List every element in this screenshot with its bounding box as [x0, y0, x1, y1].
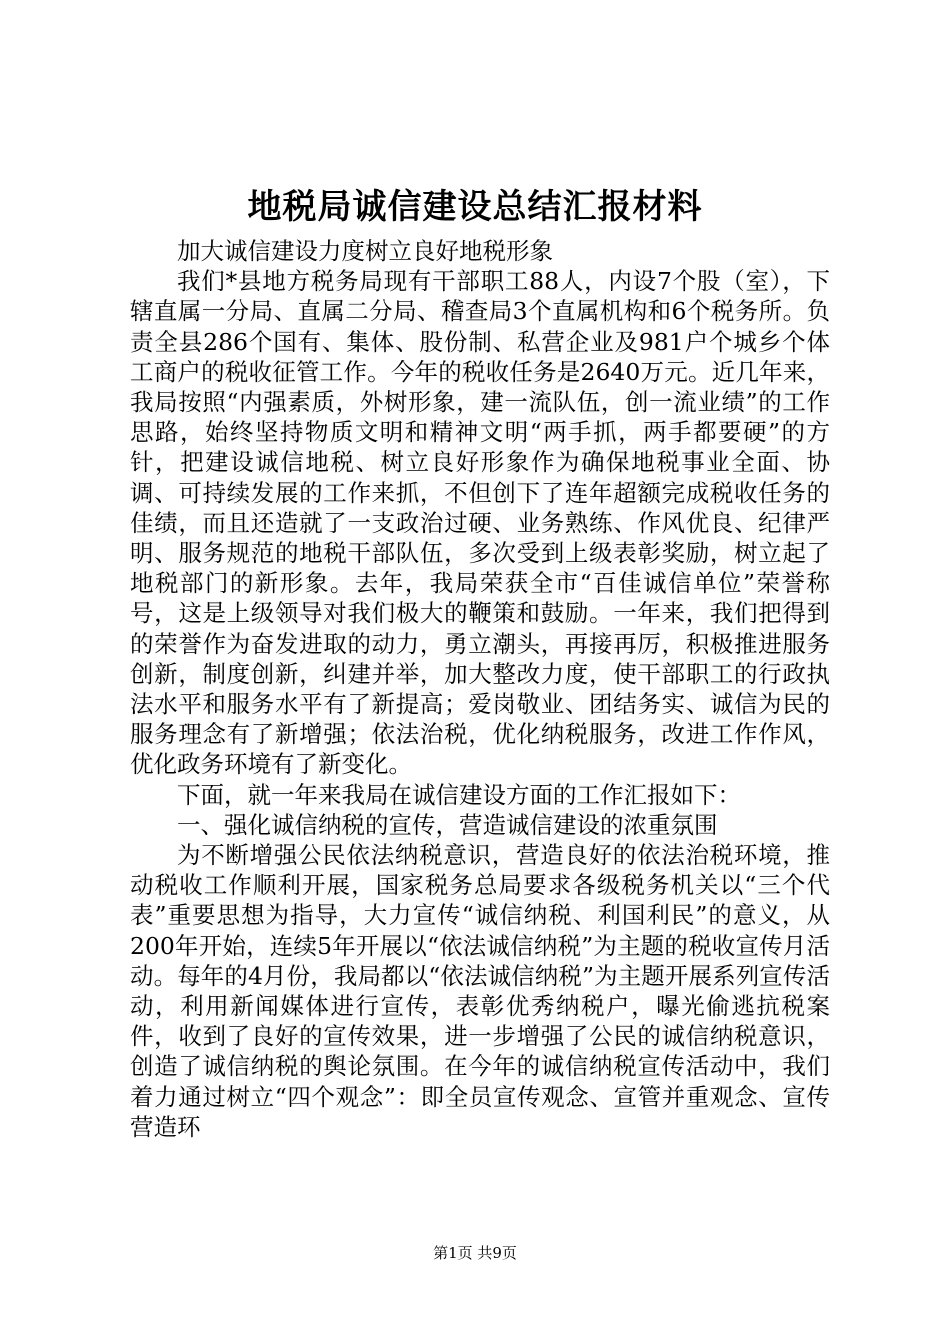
intro-paragraph: 我们*县地方税务局现有干部职工88人，内设7个股（室），下辖直属一分局、直属二分局、稽查局3个直属机构和6个税务所。负责全县286个国有、集体、股份制、私营企业及981户个城乡个体工商户的税收征管工作。今年的税收任务是2640万元。近几年来，我局按照“内强素质，外树形象，建一流队伍，创一流业绩”的工作思路，始终坚持物质文明和精神文明“两手抓，两手都要硬”的方针，把建设诚信地税、树立良好形象作为确保地税事业全面、协调、可持续发展的工作来抓，不但创下了连年超额完成税收任务的佳绩，而且还造就了一支政治过硬、业务熟练、作风优良、纪律严明、服务规范的地税干部队伍，多次受到上级表彰奖励，树立起了地税部门的新形象。去年，我局荣获全市“百佳诚信单位”荣誉称号，这是上级领导对我们极大的鞭策和鼓励。一年来，我们把得到的荣誉作为奋发进取的动力，勇立潮头，再接再厉，积极推进服务创新，制度创新，纠建并举，加大整改力度，使干部职工的行政执法水平和服务水平有了新提高；爱岗敬业、团结务实、诚信为民的服务理念有了新增强；依法治税，优化纳税服务，改进工作作风，优化政务环境有了新变化。 — [130, 267, 830, 779]
section-heading: 一、强化诚信纳税的宣传，营造诚信建设的浓重氛围 — [177, 810, 718, 839]
page-number-footer: 第1页 共9页 — [433, 1244, 517, 1262]
section-paragraph: 为不断增强公民依法纳税意识，营造良好的依法治税环境，推动税收工作顺利开展，国家税务总局要求各级税务机关以“三个代表”重要思想为指导，大力宣传“诚信纳税、利国利民”的意义，从200年开始，连续5年开展以“依法诚信纳税”为主题的税收宣传月活动。每年的4月份，我局都以“依法诚信纳税”为主题开展系列宣传活动，利用新闻媒体进行宣传，表彰优秀纳税户，曝光偷逃抗税案件，收到了良好的宣传效果，进一步增强了公民的诚信纳税意识，创造了诚信纳税的舆论氛围。在今年的诚信纳税宣传活动中，我们着力通过树立“四个观念”：即全员宣传观念、宣管并重观念、宣传营造环 — [130, 841, 830, 1141]
transition-paragraph: 下面，就一年来我局在诚信建设方面的工作汇报如下： — [177, 780, 741, 809]
document-title: 地税局诚信建设总结汇报材料 — [247, 187, 703, 227]
subtitle-paragraph: 加大诚信建设力度树立良好地税形象 — [177, 237, 553, 265]
document-body — [130, 236, 830, 1142]
